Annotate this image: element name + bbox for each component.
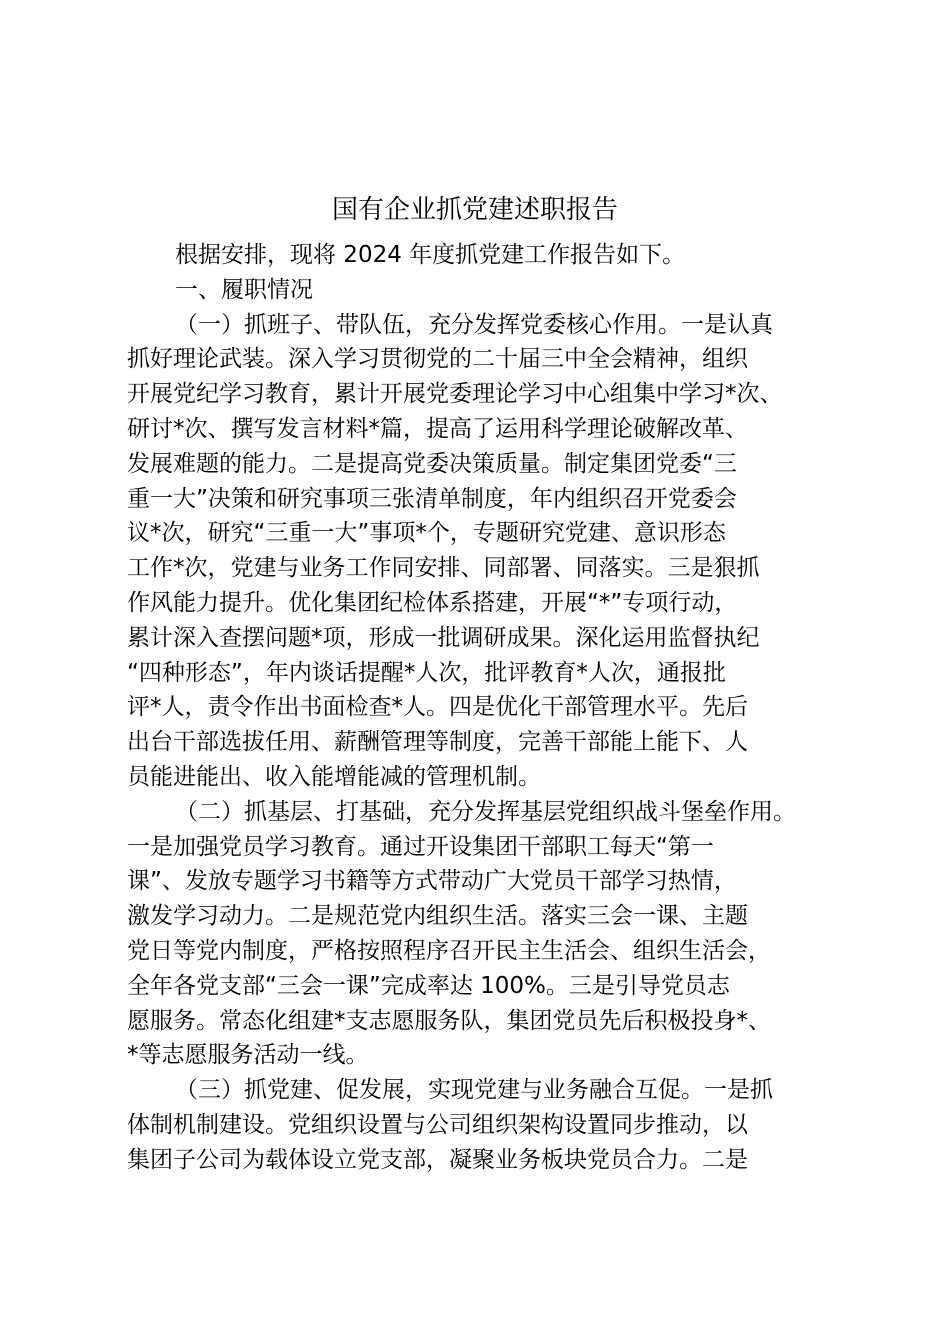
text-line: 累计深入查摆问题*项，形成一批调研成果。深化运用监督执纪 [127,624,760,651]
text-line: （一）抓班子、带队伍，充分发挥党委核心作用。一是认真 [175,311,773,338]
text-line: 体制机制建设。党组织设置与公司组织架构设置同步推动，以 [127,1111,748,1138]
text-line: 工作*次，党建与业务工作同安排、同部署、同落实。三是狠抓 [127,555,760,582]
text-line: 一是加强党员学习教育。通过开设集团干部职工每天“第一 [127,833,714,860]
text-line: 员能进能出、收入能增能减的管理机制。 [127,763,541,790]
text-line: 研讨*次、撰写发言材料*篇，提高了运用科学理论破解改革、 [127,415,748,442]
text-line: 抓好理论武装。深入学习贯彻党的二十届三中全会精神，组织 [127,346,748,373]
text-line: 评*人，责令作出书面检查*人。四是优化干部管理水平。先后 [127,694,748,721]
text-line: 激发学习动力。二是规范党内组织生活。落实三会一课、主题 [127,903,748,930]
text-line: （二）抓基层、打基础，充分发挥基层党组织战斗堡垒作用。 [175,798,796,825]
text-line: 党日等党内制度，严格按照程序召开民主生活会、组织生活会， [127,937,771,964]
text-line: 根据安排，现将 2024 年度抓党建工作报告如下。 [175,242,686,268]
text-line: 重一大”决策和研究事项三张清单制度，年内组织召开党委会 [127,485,737,512]
text-line: “四种形态”，年内谈话提醒*人次，批评教育*人次，通报批 [127,659,726,686]
text-line: 开展党纪学习教育，累计开展党委理论学习中心组集中学习*次、 [127,381,783,408]
text-line: 一、履职情况 [175,276,313,303]
text-line: *等志愿服务活动一线。 [127,1042,369,1069]
text-line: 发展难题的能力。二是提高党委决策质量。制定集团党委“三 [127,450,737,477]
text-line: 作风能力提升。优化集团纪检体系搭建，开展“*”专项行动， [127,589,738,616]
text-line: 课”、发放专题学习书籍等方式带动广大党员干部学习热情， [127,868,737,895]
text-line: 议*次，研究“三重一大”事项*个，专题研究党建、意识形态 [127,520,726,547]
text-line: 出台干部选拔任用、薪酬管理等制度，完善干部能上能下、人 [127,729,748,756]
document-body [127,238,832,1178]
text-line: 愿服务。常态化组建*支志愿服务队，集团党员先后积极投身*、 [127,1007,771,1034]
text-line: （三）抓党建、促发展，实现党建与业务融合互促。一是抓 [175,1077,773,1104]
text-line: 集团子公司为载体设立党支部，凝聚业务板块党员合力。二是 [127,1146,748,1173]
document-title: 国有企业抓党建述职报告 [331,195,618,225]
text-line: 全年各党支部“三会一课”完成率达 100%。三是引导党员志 [127,972,730,999]
